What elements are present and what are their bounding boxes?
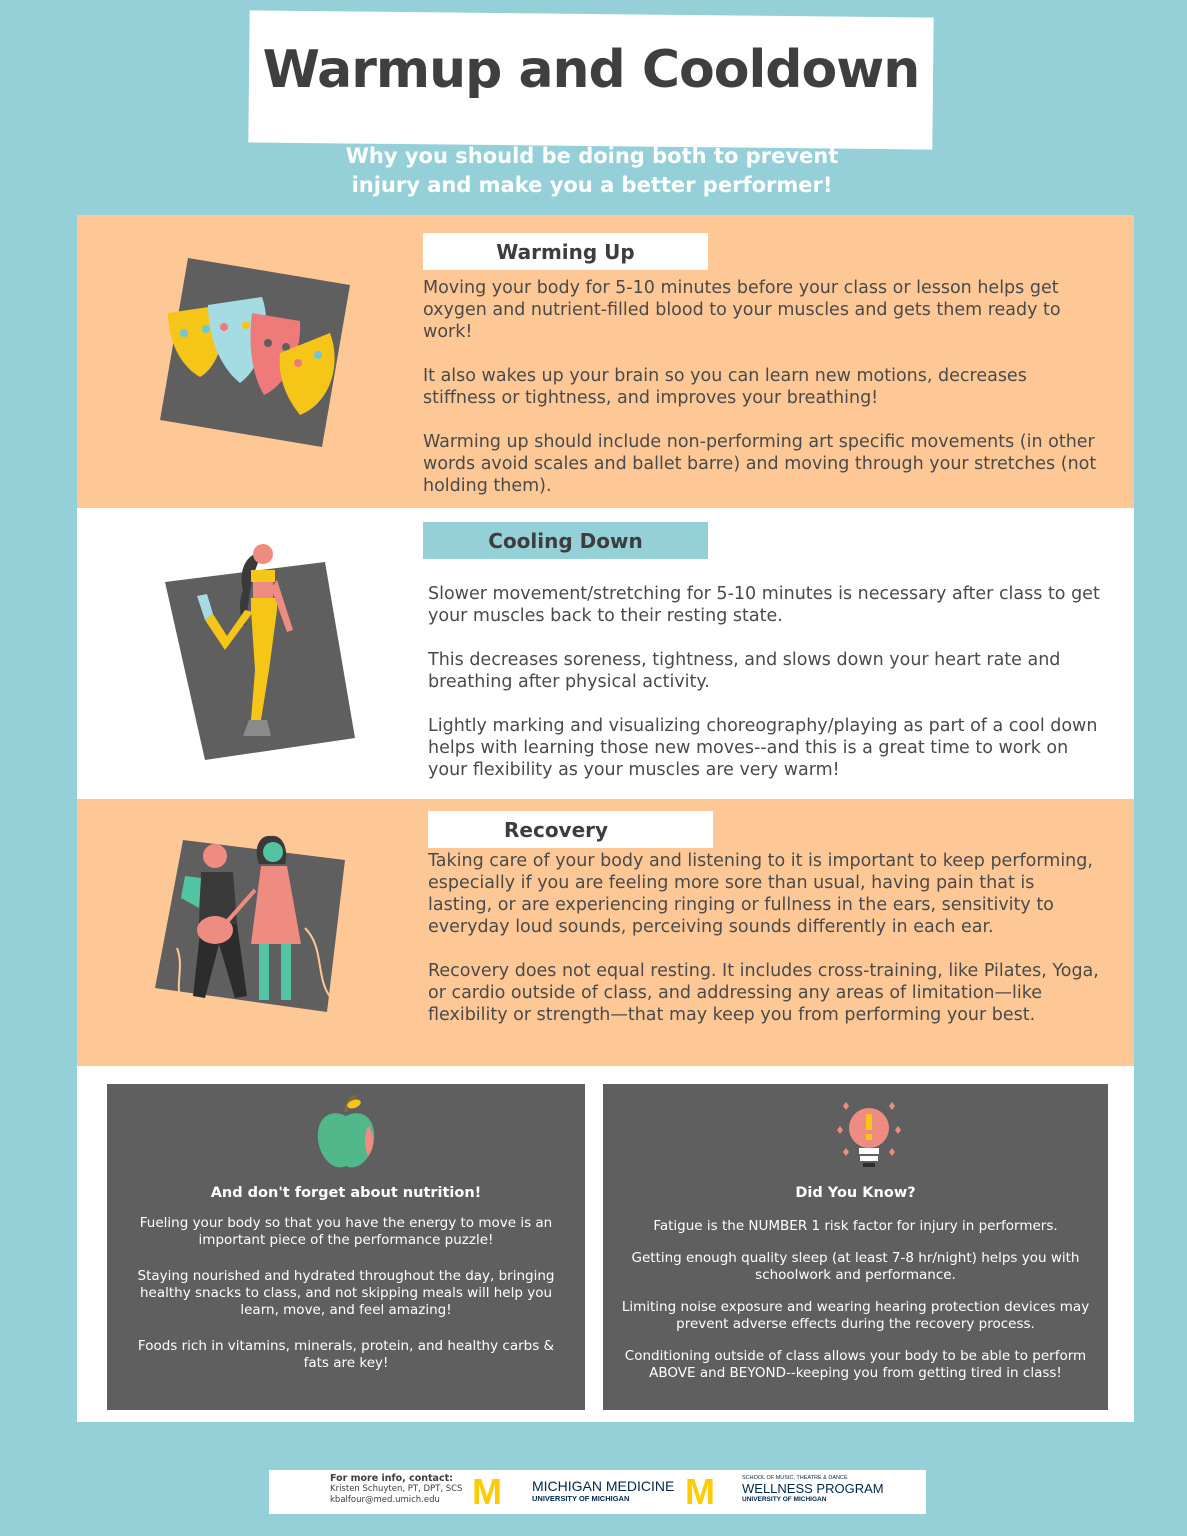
recovery-p1: Taking care of your body and listening to it is important to keep performing, especially if you are feeling more sore than usual, having pain that is lasting, or are experiencing ringing or fullness in the ears, sensitivity to everyday loud sounds, perceiving sounds differently in each ear.	[428, 851, 1093, 937]
contact-name: Kristen Schuyten, PT, DPT, SCS	[330, 1484, 463, 1494]
warming-up-text	[423, 277, 1103, 497]
contact-label: For more info, contact:	[330, 1473, 453, 1484]
logo1-line2: UNIVERSITY OF MICHIGAN	[532, 1494, 630, 1503]
wellness-program-logo	[742, 1475, 884, 1503]
warming-up-p3: Warming up should include non-performing art specific movements (in other words avoid scales and ballet barre) and moving through your stretches (not holding them).	[423, 432, 1097, 496]
block-m-logo-2: M	[685, 1471, 715, 1512]
logo2-line2: WELLNESS PROGRAM	[742, 1481, 884, 1496]
footer	[269, 1470, 926, 1514]
cooling-down-text	[428, 583, 1108, 781]
block-m-logo-1: M	[472, 1471, 502, 1512]
recovery-text	[428, 850, 1103, 1026]
michigan-medicine-logo	[532, 1478, 674, 1503]
did-you-know-box	[603, 1084, 1108, 1410]
lightbulb-icon	[829, 1094, 909, 1174]
nutrition-title: And don't forget about nutrition!	[210, 1185, 482, 1201]
theater-masks-illustration	[160, 255, 360, 450]
contact-email[interactable]: kbalfour@med.umich.edu	[330, 1495, 440, 1505]
did-you-know-p4: Conditioning outside of class allows your body to be able to perform ABOVE and BEYOND--keeping you from getting tired in class!	[624, 1348, 1087, 1381]
did-you-know-p1: Fatigue is the NUMBER 1 risk factor for injury in performers.	[653, 1218, 1058, 1234]
logo1-line1: MICHIGAN MEDICINE	[532, 1478, 675, 1494]
cooling-down-label: Cooling Down	[423, 522, 708, 559]
cooling-down-p1: Slower movement/stretching for 5-10 minutes is necessary after class to get your muscles back to their resting state.	[428, 584, 1100, 626]
warming-up-p1: Moving your body for 5-10 minutes before your class or lesson helps get oxygen and nutrient-filled blood to your muscles and gets them ready to work!	[423, 278, 1061, 342]
did-you-know-p3: Limiting noise exposure and wearing hearing protection devices may prevent adverse effects during the recovery process.	[621, 1299, 1090, 1332]
warming-up-label: Warming Up	[423, 233, 708, 270]
nutrition-p3: Foods rich in vitamins, minerals, protein, and healthy carbs & fats are key!	[137, 1338, 555, 1371]
recovery-label: Recovery	[428, 811, 713, 848]
cooling-down-p3: Lightly marking and visualizing choreography/playing as part of a cool down helps with learning those new moves--and this is a great time to work on your flexibility as your muscles are very warm!	[428, 716, 1098, 780]
logo2-line3: UNIVERSITY OF MICHIGAN	[742, 1496, 827, 1503]
nutrition-text	[125, 1215, 567, 1391]
nutrition-p2: Staying nourished and hydrated throughout the day, bringing healthy snacks to class, and not skipping meals will help you learn, move, and feel amazing!	[137, 1268, 555, 1318]
apple-icon	[312, 1094, 380, 1174]
did-you-know-title: Did You Know?	[795, 1185, 916, 1201]
stretching-dancer-illustration	[165, 540, 365, 765]
did-you-know-p2: Getting enough quality sleep (at least 7-8 hr/night) helps you with schoolwork and performance.	[631, 1250, 1080, 1283]
did-you-know-text	[617, 1218, 1094, 1401]
nutrition-box	[107, 1084, 585, 1410]
logo2-line1: SCHOOL OF MUSIC, THEATRE & DANCE	[742, 1475, 848, 1481]
nutrition-p1: Fueling your body so that you have the energy to move is an important piece of the performance puzzle!	[139, 1215, 553, 1248]
musicians-illustration	[155, 828, 355, 1018]
footer-contact	[330, 1473, 462, 1506]
warming-up-p2: It also wakes up your brain so you can learn new motions, decreases stiffness or tightness, and improves your breathing!	[423, 366, 1027, 408]
recovery-p2: Recovery does not equal resting. It includes cross-training, like Pilates, Yoga, or cardio outside of class, and addressing any areas of limitation—like flexibility or strength—that may keep you from performing your best.	[428, 961, 1099, 1025]
cooling-down-p2: This decreases soreness, tightness, and slows down your heart rate and breathing after physical activity.	[428, 650, 1061, 692]
page-title: Warmup and Cooldown	[262, 40, 920, 100]
page-subtitle: Why you should be doing both to prevent injury and make you a better performer!	[345, 144, 839, 197]
